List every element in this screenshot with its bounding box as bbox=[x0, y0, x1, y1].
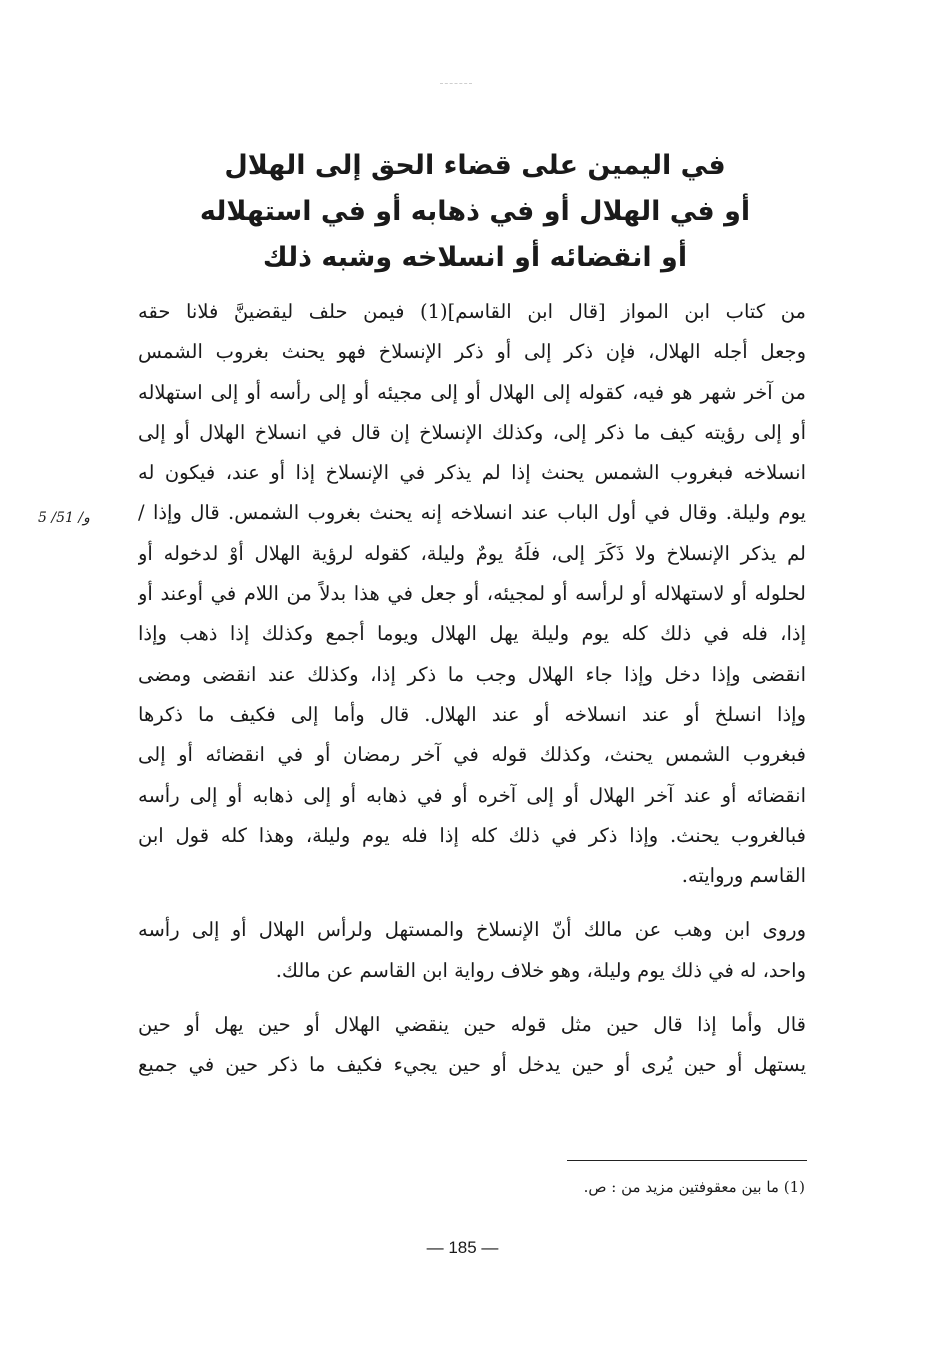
text-line: وروى ابن وهب عن مالك أنّ الإنسلاخ والمستهل ولرأس الهلال أو إلى رأسه bbox=[138, 918, 806, 942]
text-line: يوم وليلة. وقال في أول الباب عند انسلاخه إنه يحنث بغروب الشمس. قال وإذا / bbox=[138, 501, 806, 525]
heading-line-3: أو انقضائه أو انسلاخه وشبه ذلك bbox=[262, 242, 688, 273]
text-line: من كتاب ابن المواز [قال ابن القاسم](1) فيمن حلف ليقضينَّ فلانا حقه bbox=[138, 300, 806, 323]
top-decorative-mark bbox=[440, 83, 472, 84]
page-number: — 185 — bbox=[426, 1238, 499, 1257]
text-line: أو إلى رؤيته كيف ما ذكر إلى، وكذلك الإنسلاخ إن قال في انسلاخ الهلال أو إلى bbox=[138, 420, 806, 444]
paragraph-1 bbox=[138, 292, 806, 896]
heading-line-2: أو في الهلال أو في ذهابه أو في استهلاله bbox=[199, 196, 751, 227]
text-line: واحد، له في ذلك يوم وليلة، وهو خلاف رواية ابن القاسم عن مالك. bbox=[275, 958, 806, 982]
paragraph-spacer bbox=[138, 896, 806, 910]
footnote-separator bbox=[567, 1160, 807, 1161]
text-line: فبالغروب يحنث. وإذا ذكر في ذلك كله إذا فله يوم وليلة، وهذا كله قول ابن bbox=[138, 823, 806, 847]
text-line: من آخر شهر هو فيه، كقوله إلى الهلال أو إلى مجيئه أو إلى رأسه أو إلى استهلاله bbox=[138, 380, 806, 404]
heading-line-1: في اليمين على قضاء الحق إلى الهلال bbox=[224, 150, 726, 181]
text-line: يستهل أو حين يُرى أو حين يدخل أو حين يجيء فكيف ما ذكر حين في جميع bbox=[138, 1053, 806, 1077]
body-text bbox=[138, 292, 806, 1086]
footnote: (1) ما بين معقوفتين مزيد من : ص. bbox=[583, 1178, 805, 1196]
text-line: انقضى وإذا دخل وإذا جاء الهلال وجب ما ذكر إذا، وكذلك عند انقضى ومضى bbox=[138, 662, 806, 686]
paragraph-3 bbox=[138, 1005, 806, 1086]
text-line: فبغروب الشمس يحنث، وكذلك قوله في آخر رمضان أو في انقضائه أو إلى bbox=[138, 743, 806, 767]
text-line: وجعل أجله الهلال، فإن ذكر إلى أو ذكر الإنسلاخ فهو يحنث بغروب الشمس bbox=[138, 340, 806, 364]
text-line: قال وأما إذا قال حين مثل قوله حين ينقضي الهلال أو حين يهل أو حين bbox=[138, 1013, 806, 1037]
text-line: انسلاخه فبغروب الشمس يحنث إذا لم يذكر في الإنسلاخ إذا أو عند، فيكون له bbox=[138, 461, 806, 485]
paragraph-2 bbox=[138, 910, 806, 991]
text-line: وإذا انسلخ أو عند انسلاخه أو عند الهلال. قال وأما إلى فكيف ما ذكرها bbox=[138, 702, 806, 726]
text-line: القاسم وروايته. bbox=[681, 864, 806, 888]
chapter-heading bbox=[150, 143, 800, 281]
text-line: انقضائه أو عند آخر الهلال أو إلى آخره أو في ذهابه أو إلى ذهابه أو إلى رأسه bbox=[138, 783, 806, 807]
paragraph-spacer bbox=[138, 991, 806, 1005]
text-line: إذا، فله في ذلك كله يوم وليلة يهل الهلال ويوما أجمع وكذلك إذا ذهب وإذا bbox=[138, 622, 806, 646]
text-line: لم يذكر الإنسلاخ ولا ذَكَرَ إلى، فلَهُ يومٌ وليلة، كقوله لرؤية الهلال أوْ لدخوله أو bbox=[138, 541, 806, 565]
text-line: لحلوله أو لاستهلاله أو لرأسه أو لمجيئه، أو جعل في هذا بدلاً من اللام في أوعند أو bbox=[138, 582, 806, 606]
manuscript-folio-marker: و/ 51/ 5 bbox=[38, 510, 90, 526]
